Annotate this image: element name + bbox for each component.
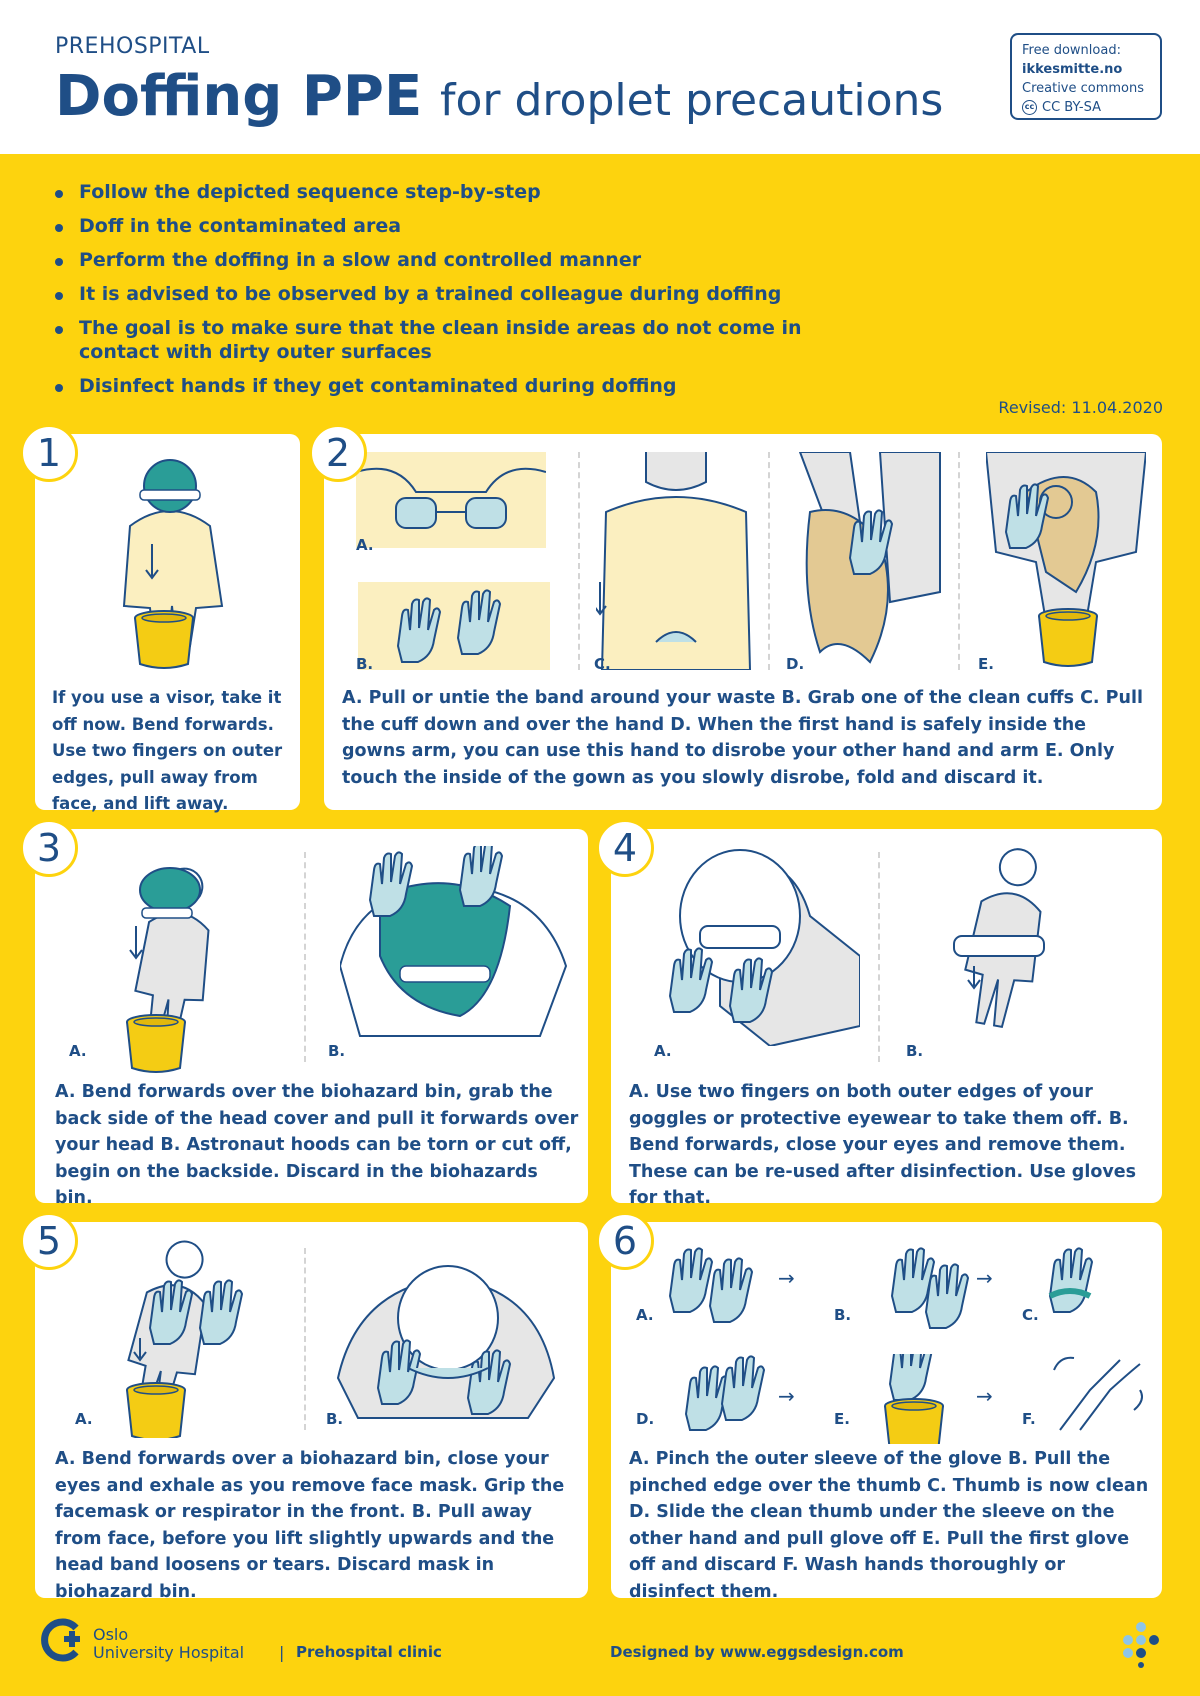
pre-title: PREHOSPITAL (55, 34, 210, 59)
license-row (1022, 98, 1150, 117)
step-1-illustration (110, 446, 240, 676)
step-6-label-f: F. (1022, 1410, 1036, 1428)
download-site-link[interactable]: ikkesmitte.no (1022, 62, 1123, 77)
step-4a-illustration (660, 846, 860, 1046)
title-strong: Doffing PPE (55, 64, 423, 129)
download-label: Free download: (1022, 43, 1121, 58)
step-2a-illustration (356, 452, 546, 548)
step-4-label-b: B. (906, 1042, 924, 1060)
step-6c-illustration (1040, 1246, 1140, 1330)
step-3-label-a: A. (69, 1042, 87, 1060)
step-5a-illustration (100, 1238, 260, 1438)
step-4-description: A. Use two fingers on both outer edges of your goggles or protective eyewear to take them off. B. Bend forwards, close your eyes and remove them. These can be re-used after disinfection. Use gloves for that. (629, 1082, 1137, 1208)
instruction-item: It is advised to be observed by a trained colleague during doffing (55, 282, 815, 306)
footer-separator: | (279, 1643, 285, 1662)
step-6-label-e: E. (834, 1410, 850, 1428)
step-4-divider (878, 852, 880, 1062)
step-2e-illustration (986, 452, 1146, 670)
step-6-number: 6 (596, 1212, 654, 1270)
designer-credit: Designed by www.eggsdesign.com (610, 1643, 904, 1661)
page-title (55, 64, 943, 129)
step-3-label-b: B. (328, 1042, 346, 1060)
instruction-item: The goal is to make sure that the clean inside areas do not come in contact with dirty outer surfaces (55, 316, 815, 364)
step-3-number: 3 (20, 819, 78, 877)
cc-icon: cc (1022, 100, 1037, 115)
step-3-description: A. Bend forwards over the biohazard bin, grab the back side of the head cover and pull it forwards over your head B. Astronaut hoods can be torn or cut off, begin on the backside. Discard in the biohazards bin. (55, 1082, 579, 1208)
step-6-label-b: B. (834, 1306, 852, 1324)
step-6-label-c: C. (1022, 1306, 1039, 1324)
step-4-label-a: A. (654, 1042, 672, 1060)
step-6-label-a: A. (636, 1306, 654, 1324)
step-3-divider (304, 852, 306, 1062)
step-6-description: A. Pinch the outer sleeve of the glove B. Pull the pinched edge over the thumb C. Thumb is now clean D. Slide the clean thumb under the sleeve on the other hand and pull glove off E. Pull the first glove off and discard F. Wash hands thoroughly or disinfect them. (629, 1449, 1149, 1602)
arrow-right-icon: → (976, 1384, 993, 1408)
hospital-name-line1: Oslo (93, 1625, 129, 1644)
header (0, 0, 1200, 154)
eggs-dots-icon (1118, 1622, 1164, 1668)
instruction-item: Perform the doffing in a slow and controlled manner (55, 248, 815, 272)
step-2b-illustration (358, 582, 550, 670)
clinic-name: Prehospital clinic (296, 1643, 442, 1661)
step-6-label-d: D. (636, 1410, 655, 1428)
step-5-number: 5 (20, 1212, 78, 1270)
step-6a-illustration (660, 1246, 770, 1330)
instruction-list (55, 180, 815, 408)
step-4-number: 4 (596, 819, 654, 877)
step-2c-illustration (596, 452, 756, 670)
title-rest: for droplet precautions (440, 75, 944, 126)
step-2-number: 2 (309, 424, 367, 482)
step-6b-illustration (876, 1246, 986, 1330)
step-4b-illustration (934, 846, 1084, 1076)
revised-date: Revised: 11.04.2020 (998, 398, 1163, 417)
step-2-label-c: C. (594, 655, 611, 673)
download-box[interactable] (1010, 33, 1162, 120)
step-2-label-d: D. (786, 655, 805, 673)
arrow-right-icon: → (976, 1266, 993, 1290)
step-5-label-a: A. (75, 1410, 93, 1428)
hospital-name (93, 1626, 244, 1662)
instruction-item: Doff in the contaminated area (55, 214, 815, 238)
step-5-divider (304, 1248, 306, 1430)
step-1-number: 1 (20, 424, 78, 482)
step-6f-illustration (1050, 1350, 1150, 1440)
instruction-item: Follow the depicted sequence step-by-step (55, 180, 815, 204)
step-3a-illustration (96, 846, 256, 1076)
step-2-label-a: A. (356, 536, 374, 554)
step-3b-illustration (340, 846, 570, 1046)
license-label: Creative commons (1022, 81, 1145, 96)
step-6d-illustration (676, 1354, 786, 1438)
arrow-right-icon: → (778, 1384, 795, 1408)
license-text: CC BY-SA (1042, 100, 1101, 115)
step-1-description: If you use a visor, take it off now. Bend forwards. Use two fingers on outer edges, pull away from face, and lift away. (52, 688, 283, 813)
instruction-item: Disinfect hands if they get contaminated during doffing (55, 374, 815, 398)
step-5b-illustration (328, 1238, 558, 1428)
step-2-divider (958, 452, 960, 670)
hospital-logo-icon (40, 1618, 84, 1662)
hospital-name-line2: University Hospital (93, 1643, 245, 1662)
step-2-label-b: B. (356, 655, 374, 673)
step-6e-illustration (872, 1354, 962, 1444)
step-5-label-b: B. (326, 1410, 344, 1428)
step-5-description: A. Bend forwards over a biohazard bin, close your eyes and exhale as you remove face mask. Grip the facemask or respirator in the front. B. Pull away from face, before you lift slightly upwards and the head band loosens or tears. Discard mask in biohazard bin. (55, 1449, 565, 1602)
step-2-label-e: E. (978, 655, 994, 673)
step-2d-illustration (790, 452, 950, 670)
step-2-divider (578, 452, 580, 670)
step-2-divider (768, 452, 770, 670)
arrow-right-icon: → (778, 1266, 795, 1290)
step-2-description: A. Pull or untie the band around your waste B. Grab one of the clean cuffs C. Pull the cuff down and over the hand D. When the first hand is safely inside the gowns arm, you can use this hand to disrobe your other hand and arm E. Only touch the inside of the gown as you slowly disrobe, fold and discard it. (342, 688, 1143, 788)
